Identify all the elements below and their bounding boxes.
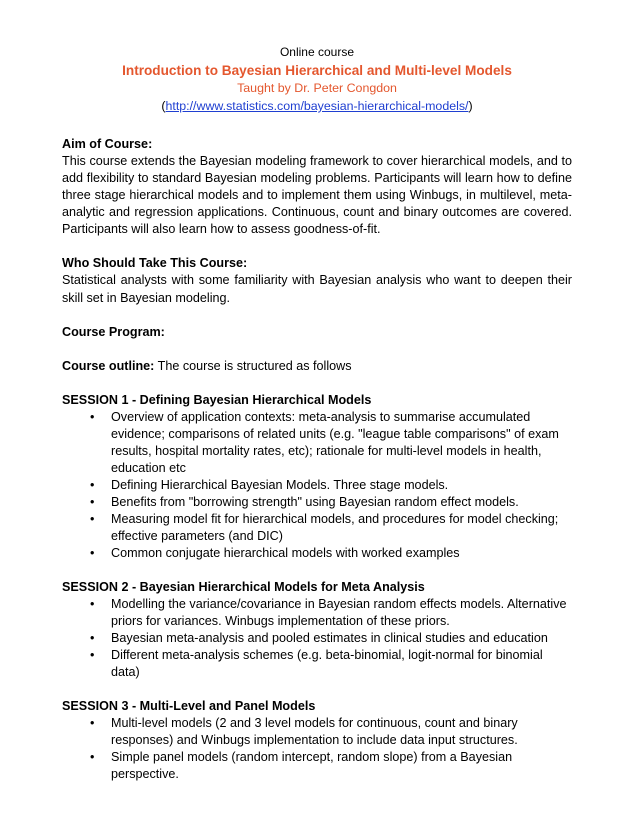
list-item-text: Modelling the variance/covariance in Bayesian random effects models. Alternative priors for variances. Winbugs implementation of these priors.	[111, 596, 567, 628]
bullet-icon: •	[90, 715, 95, 730]
session-title: SESSION 1 - Defining Bayesian Hierarchical Models	[62, 392, 372, 407]
list-item	[62, 749, 572, 783]
audience-text: Statistical analysts with some familiarity with Bayesian analysis who want to deepen their skill set in Bayesian modeling.	[62, 273, 572, 305]
list-item-text: Bayesian meta-analysis and pooled estimates in clinical studies and education	[111, 630, 548, 645]
bullet-icon: •	[90, 647, 95, 662]
bullet-icon: •	[90, 545, 95, 560]
list-item-text: Defining Hierarchical Bayesian Models. Three stage models.	[111, 477, 449, 492]
list-item	[62, 477, 572, 494]
outline-label: Course outline:	[62, 358, 155, 373]
bullet-icon: •	[90, 596, 95, 611]
program-heading: Course Program:	[62, 324, 165, 339]
list-item-text: Multi-level models (2 and 3 level models for continuous, count and binary responses) and Winbugs implementation to include data input structures.	[111, 715, 518, 747]
bullet-icon: •	[90, 409, 95, 424]
session-title: SESSION 3 - Multi-Level and Panel Models	[62, 698, 316, 713]
aim-heading: Aim of Course:	[62, 137, 153, 151]
outline-text: The course is structured as follows	[154, 358, 352, 373]
list-item	[62, 715, 572, 749]
session-items	[62, 715, 572, 783]
list-item	[62, 409, 572, 477]
kicker: Online course	[279, 45, 355, 59]
list-item-text: Overview of application contexts: meta-analysis to summarise accumulated evidence; comparisons of related units (e.g. "league table comparisons" of exam results, hospital mortality rates, etc); rationale for multi-level models in health, education etc	[111, 409, 559, 475]
url-close-paren: )	[468, 99, 473, 113]
instructor-line: Taught by Dr. Peter Congdon	[237, 81, 397, 95]
list-item	[62, 630, 572, 647]
list-item-text: Benefits from "borrowing strength" using Bayesian random effect models.	[111, 494, 519, 509]
list-item-text: Common conjugate hierarchical models with worked examples	[111, 545, 460, 560]
list-item-text: Measuring model fit for hierarchical models, and procedures for model checking; effective parameters (and DIC)	[111, 511, 559, 543]
session-items	[62, 596, 572, 681]
bullet-icon: •	[90, 477, 95, 492]
course-url-link[interactable]: http://www.statistics.com/bayesian-hierarchical-models/	[165, 99, 469, 113]
list-item	[62, 511, 572, 545]
list-item-text: Different meta-analysis schemes (e.g. beta-binomial, logit-normal for binomial data)	[111, 647, 543, 679]
sessions-list	[62, 392, 572, 783]
session-title: SESSION 2 - Bayesian Hierarchical Models for Meta Analysis	[62, 579, 425, 594]
list-item	[62, 494, 572, 511]
list-item-text: Simple panel models (random intercept, random slope) from a Bayesian perspective.	[111, 749, 513, 781]
url-open-paren: (	[161, 99, 166, 113]
aim-text: This course extends the Bayesian modeling framework to cover hierarchical models, and to add flexibility to standard Bayesian modeling problems. Participants will learn how to define three stage hierarchical models and to implement them using Winbugs, in multilevel, meta-analytic and regression applications. Continuous, count and binary outcomes are covered. Participants will also learn how to assess goodness-of-fit.	[62, 154, 572, 237]
list-item	[62, 596, 572, 630]
bullet-icon: •	[90, 630, 95, 645]
audience-heading: Who Should Take This Course:	[62, 256, 248, 271]
course-url-line	[62, 97, 572, 115]
bullet-icon: •	[90, 511, 95, 526]
list-item	[62, 545, 572, 562]
bullet-icon: •	[90, 749, 95, 764]
document-page	[62, 44, 572, 783]
session-items	[62, 409, 572, 562]
list-item	[62, 647, 572, 681]
course-title: Introduction to Bayesian Hierarchical and Multi-level Models	[122, 63, 512, 78]
bullet-icon: •	[90, 494, 95, 509]
outline-line	[62, 358, 572, 375]
